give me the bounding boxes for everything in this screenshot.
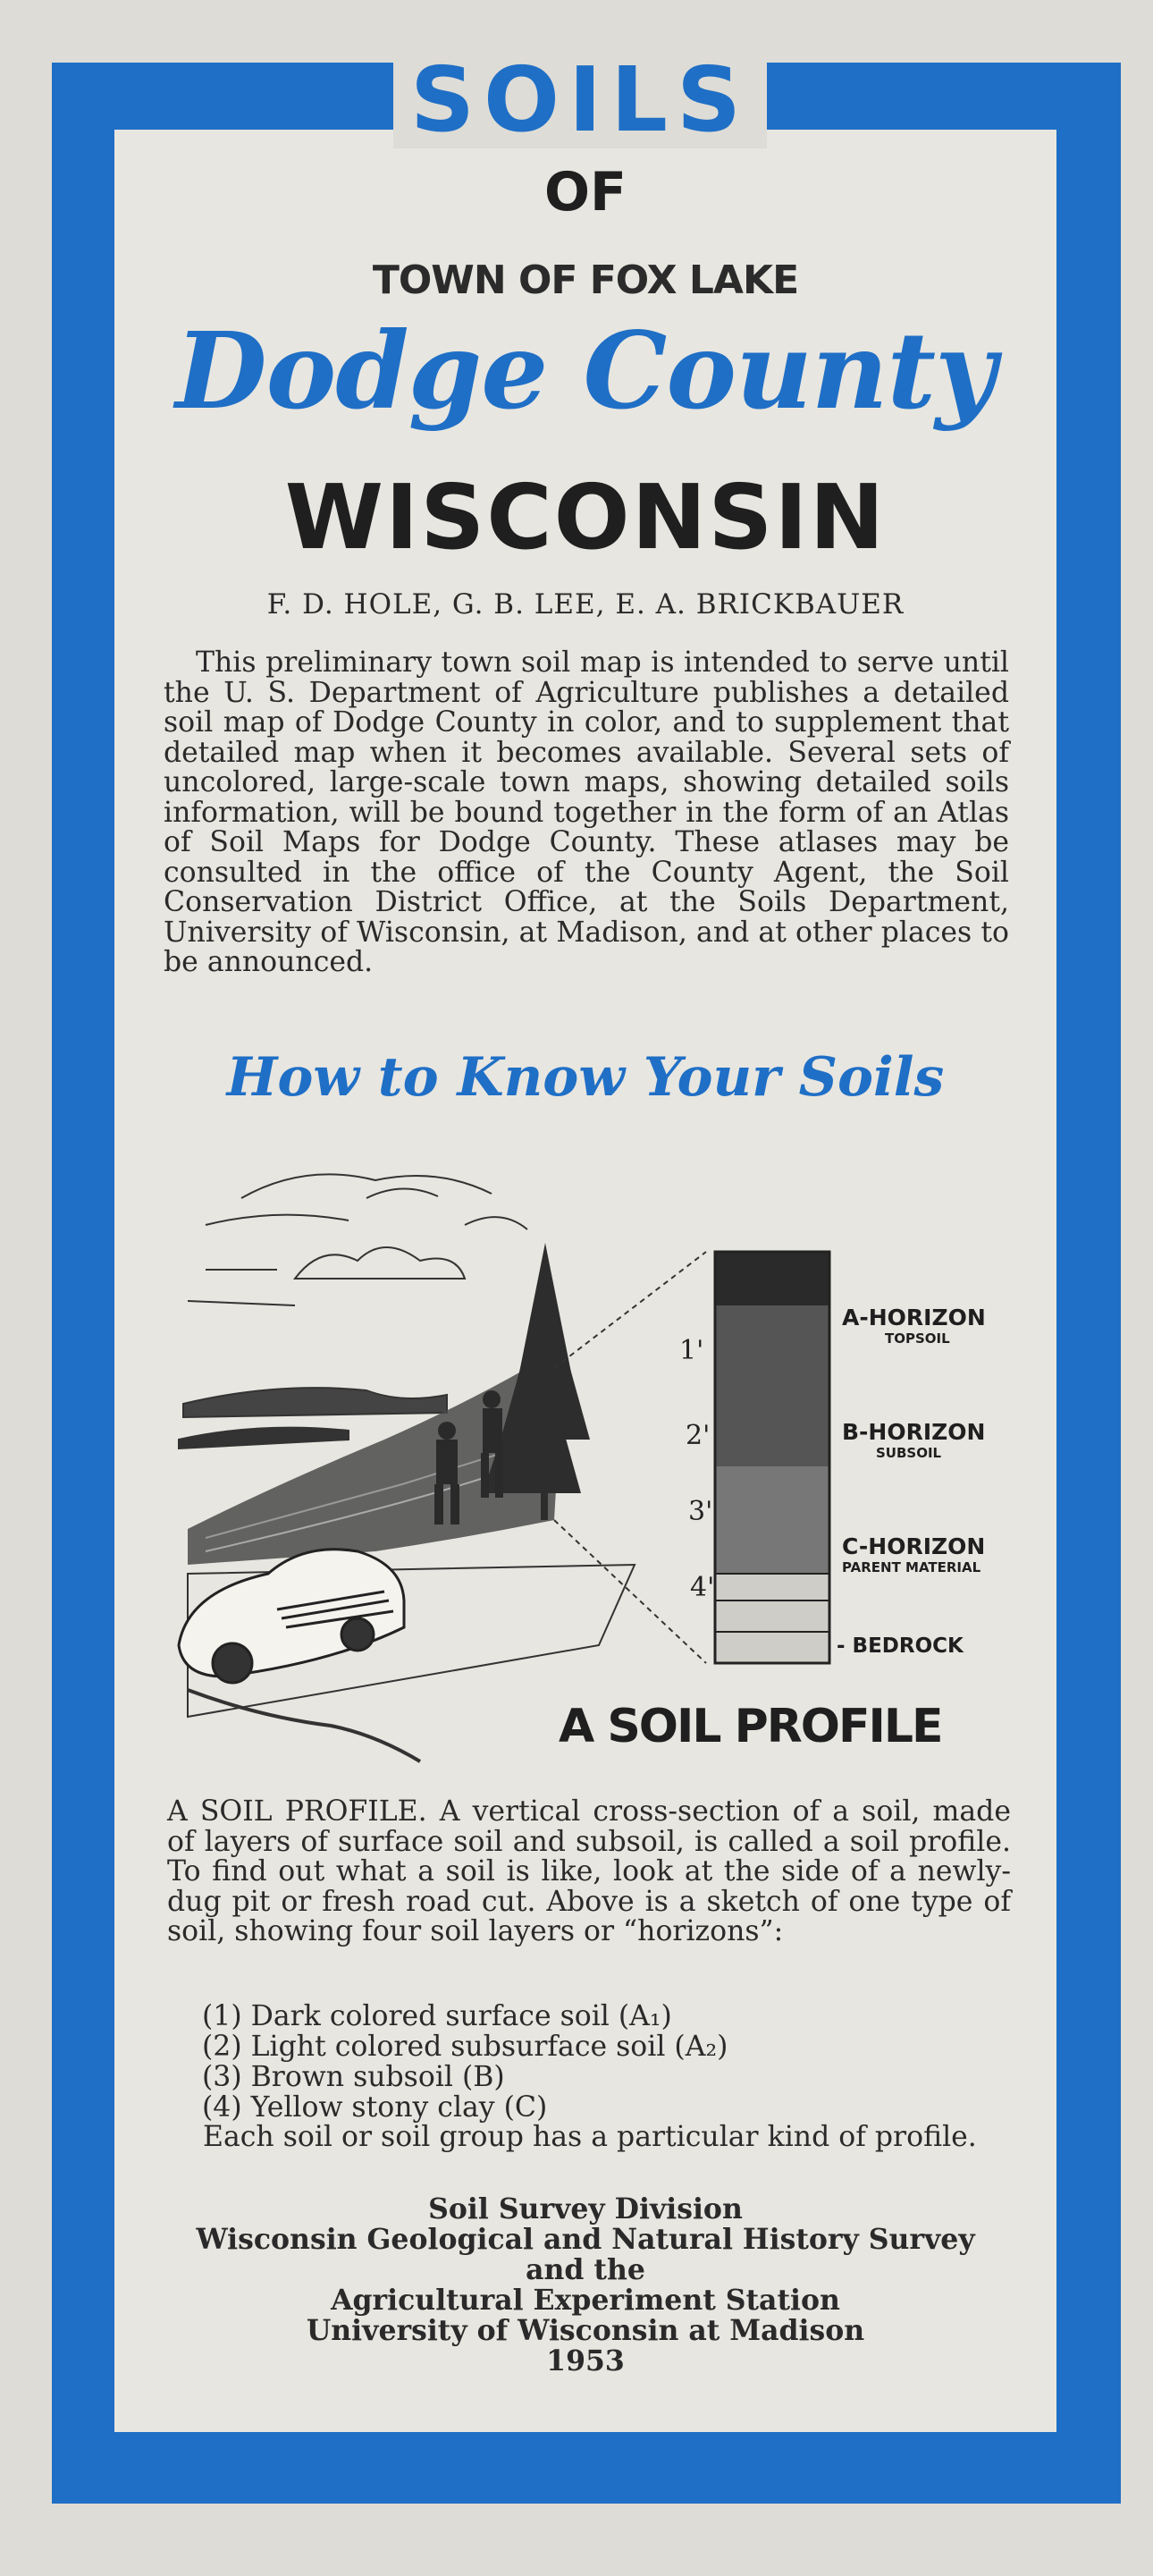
a-horizon-label: A-HORIZON <box>842 1305 986 1330</box>
credit-line: Wisconsin Geological and Natural History Survey <box>196 2223 975 2256</box>
authors-line: F. D. HOLE, G. B. LEE, E. A. BRICKBAUER <box>266 588 905 621</box>
main-title: SOILS <box>393 52 767 148</box>
a-horizon-sub: TOPSOIL <box>885 1330 950 1347</box>
of-label: OF <box>544 161 627 224</box>
closing-paragraph: Each soil or soil group has a particular kind of profile. <box>203 2121 977 2153</box>
depth-label-2: 2' <box>686 1420 711 1451</box>
publication-year: 1953 <box>546 2344 625 2378</box>
bedrock-label: - BEDROCK <box>837 1634 964 1658</box>
credits-block <box>114 2194 1056 2377</box>
c-horizon-sub: PARENT MATERIAL <box>842 1559 981 1575</box>
depth-label-1: 1' <box>679 1335 704 1366</box>
c-horizon-label: C-HORIZON <box>842 1533 986 1559</box>
section-title: How to Know Your Soils <box>226 1046 945 1109</box>
clouds-sketch <box>188 1174 527 1305</box>
town-name: TOWN OF FOX LAKE <box>372 258 799 303</box>
credit-line: and the <box>526 2253 645 2286</box>
intro-paragraph: This preliminary town soil map is intended to serve until the U. S. Department of Agriculture publishes a detailed soil map of Dodge County in color, and to supplement that detailed map when it becomes available. Several sets of uncolored, large-scale town maps, showing detailed soils information, will be bound together in the form of an Atlas of Soil Maps for Dodge County. These atlases may be consulted in the office of the County Agent, the Soil Conservation District Office, at the Soils Department, University of Wisconsin, at Madison, and at other places to be announced. <box>164 646 1009 978</box>
credit-line: Soil Survey Division <box>428 2192 743 2225</box>
b-horizon-label: B-HORIZON <box>842 1419 986 1445</box>
depth-label-3: 3' <box>688 1496 713 1527</box>
credit-line: Agricultural Experiment Station <box>331 2284 840 2317</box>
horizon-list <box>202 2001 1006 2123</box>
profile-column <box>715 1252 829 1663</box>
soil-profile-illustration <box>170 1144 1010 1788</box>
figure-caption: A SOIL PROFILE <box>559 1700 942 1753</box>
county-name: Dodge County <box>175 308 996 433</box>
depth-label-4: 4' <box>690 1572 715 1603</box>
state-name: WISCONSIN <box>284 465 887 570</box>
list-item: (1) Dark colored surface soil (A₁) <box>202 2000 672 2032</box>
list-item: (2) Light colored subsurface soil (A₂) <box>202 2031 728 2063</box>
credit-line: University of Wisconsin at Madison <box>306 2314 865 2347</box>
profile-paragraph: A SOIL PROFILE. A vertical cross-section of a soil, made of layers of surface soil and subsoil, is called a soil profile. To find out what a soil is like, look at the side of a newly-dug pit or fresh road cut. Above is a sketch of one type of soil, showing four soil layers or “horizons”: <box>167 1795 1011 1947</box>
list-item: (3) Brown subsoil (B) <box>202 2061 505 2093</box>
list-item: (4) Yellow stony clay (C) <box>202 2091 548 2124</box>
b-horizon-sub: SUBSOIL <box>876 1445 942 1461</box>
